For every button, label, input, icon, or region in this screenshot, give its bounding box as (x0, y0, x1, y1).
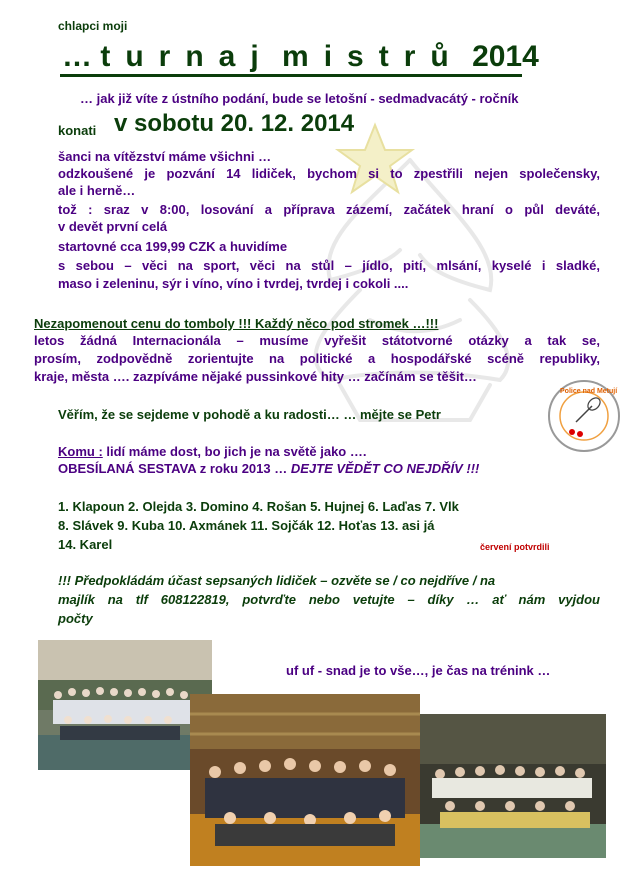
notice-line-1: !!! Předpokládám účast sepsaných lidiček – ozvěte se / co nejdříve / na (58, 573, 496, 588)
team-photo-2 (190, 694, 420, 866)
title-year: 2014 (472, 40, 539, 73)
players-row-2: 8. Slávek 9. Kuba 10. Axmánek 11. Sojčák 12. Hoťas 13. asi já (58, 518, 435, 533)
info-line-1: šanci na vítězství máme všichni … (58, 149, 272, 164)
komu-text: lidí máme dost, bo jich je na světě jako …. (102, 444, 367, 459)
info-line-7: s sebou – věci na sport, věci na stůl – jídlo, pití, mlsání, kyselé i sladké, (58, 258, 600, 273)
obesilana-text: OBESÍLANÁ SESTAVA z roku 2013 … (58, 461, 291, 476)
title-underline (60, 74, 522, 77)
title-word1: turnaj (100, 40, 274, 73)
info-line-6: startovné cca 199,99 CZK a huvidíme (58, 239, 288, 254)
komu-line (58, 443, 366, 460)
team-photo-1 (38, 640, 212, 770)
title-word2: mistrů (282, 40, 464, 73)
politics-line-1: letos žádná Internacionála – musíme vyřešit státotvorné otázky a tak se, (34, 333, 600, 348)
info-line-5: v devět první celá (58, 219, 168, 234)
intro-text: … jak již víte z ústního podání, bude se letošní - sedmadvacátý - ročník (80, 91, 519, 106)
info-line-4: tož : sraz v 8:00, losování a příprava zázemí, začátek hraní o půl deváté, (58, 202, 600, 217)
players-row-3: 14. Karel (58, 537, 113, 552)
notice-line-3: počty (58, 611, 93, 626)
verim-text: Věřím, že se sejdeme v pohodě a ku radosti… … mějte se Petr (58, 407, 441, 422)
politics-line-2: prosím, zodpovědně zorientujte na politické a hospodářské scéně republiky, (34, 351, 600, 366)
komu-label: Komu : (58, 444, 103, 459)
page-title (62, 40, 539, 74)
ufuf-text: uf uf - snad je to vše…, je čas na trénink … (286, 663, 551, 678)
team-photo-3 (420, 714, 606, 858)
header-small: chlapci moji (58, 19, 128, 33)
cerveni-note: červení potvrdili (480, 542, 550, 552)
dejte-vedet: DEJTE VĚDĚT CO NEJDŘÍV !!! (290, 461, 480, 476)
tombola-note: Nezapomenout cenu do tomboly !!! Každý něco pod stromek …!!! (34, 316, 439, 331)
info-line-3: ale i herně… (58, 183, 136, 198)
date-heading: v sobotu 20. 12. 2014 (114, 110, 355, 137)
title-dots: … (62, 40, 92, 73)
politics-line-3: kraje, města …. zazpíváme nějaké pussinkové hity … začínám se těšit… (34, 369, 477, 384)
notice-line-2: majlík na tlf 608122819, potvrďte nebo vetujte – díky … ať nám vyjdou (58, 592, 600, 607)
logo-text: Police nad Metují (560, 388, 618, 395)
info-line-2: odzkoušené je pozvání 14 lidiček, bychom si to zpestřili nejen společensky, (58, 166, 600, 181)
info-line-8: maso i zeleninu, sýr i víno, víno i tvrdej, tvrdej i cokoli .... (58, 276, 409, 291)
obesilana-line (58, 460, 479, 477)
konati-label: konati (58, 123, 97, 138)
players-row-1: 1. Klapoun 2. Olejda 3. Domino 4. Rošan 5. Hujnej 6. Laďas 7. Vlk (58, 499, 459, 514)
club-logo (548, 380, 620, 452)
